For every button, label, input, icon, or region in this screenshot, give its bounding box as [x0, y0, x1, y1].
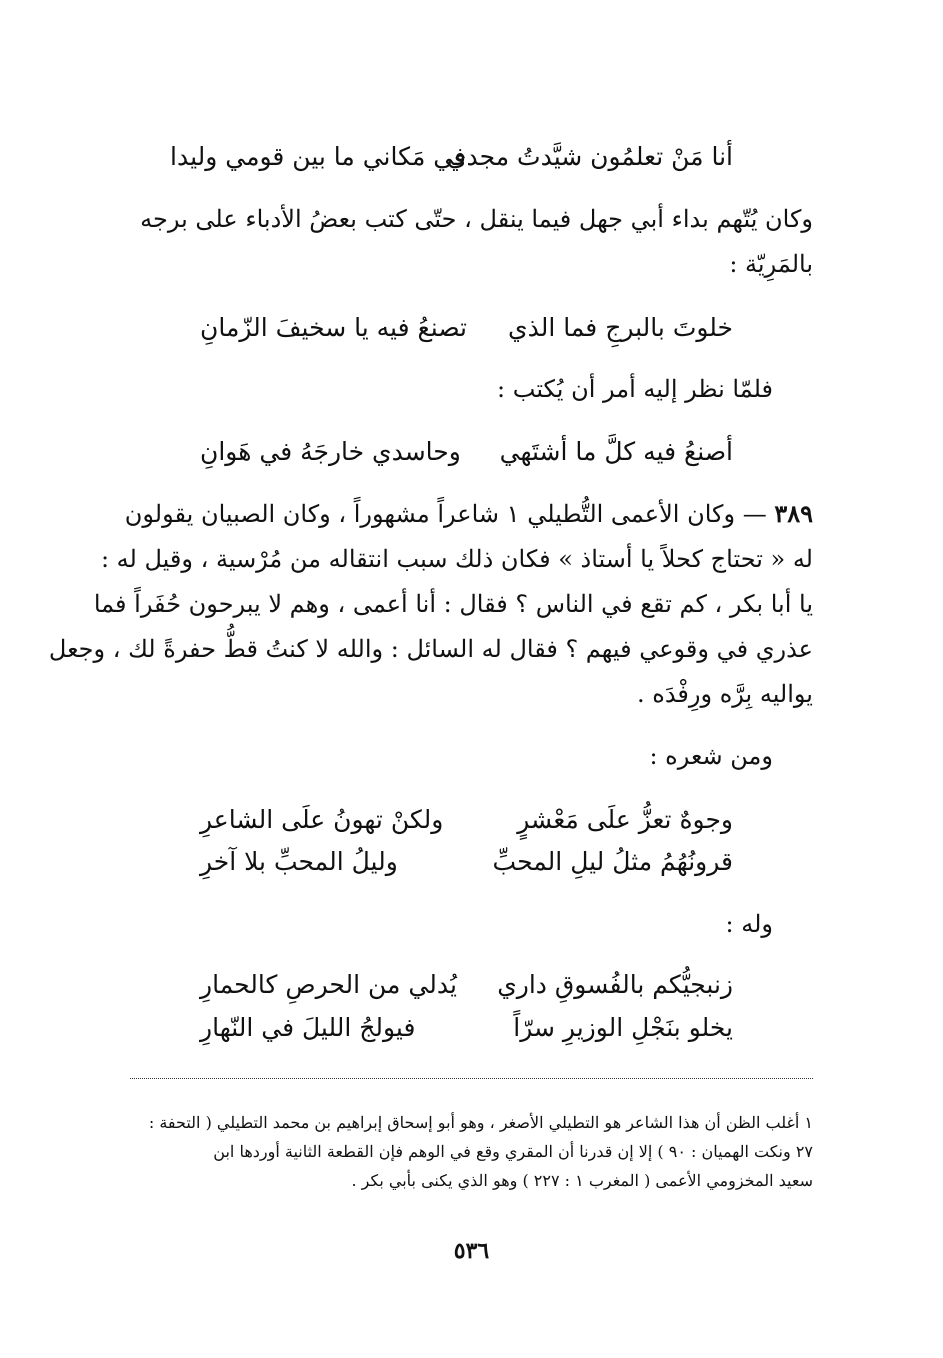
verse-1-hemistich-left: في مَكاني ما بين قومي وليدا	[170, 142, 467, 171]
entry-line-1	[125, 500, 813, 528]
entry-line-2: له « تحتاج كحلاً يا أستاذ » فكان ذلك سبب انتقاله من مُرْسية ، وقيل له :	[100, 545, 813, 573]
verse-3-hemistich-left: وحاسدي خارجَهُ في هَوانِ	[200, 437, 461, 466]
footnote-line-2: ٢٧ ونكت الهميان : ٩٠ ) إلا إن قدرنا أن المقري وقع في الوهم فإن القطعة الثانية أوردها ابن	[213, 1142, 813, 1161]
prose-2: فلمّا نظر إليه أمر أن يُكتب :	[497, 375, 773, 403]
verse-5-line-2-left: فيولجُ الليلَ في النّهارِ	[200, 1013, 416, 1042]
entry-line-4: عذري في وقوعي فيهم ؟ فقال له السائل : والله لا كنتُ قطُّ حفرةً لك ، وجعل	[48, 635, 813, 663]
verse-4-line-2-left: وليلُ المحبِّ بلا آخرِ	[200, 847, 398, 876]
verse-2-hemistich-left: تصنعُ فيه يا سخيفَ الزّمانِ	[200, 313, 467, 342]
footnote-separator	[130, 1078, 813, 1079]
entry-line-1-text: — وكان الأعمى التُّطيلي ١ شاعراً مشهوراً ، وكان الصبيان يقولون	[124, 500, 767, 528]
prose-1-line-2: بالمَرِيّة :	[729, 250, 813, 278]
prose-1-line-1: وكان يُتّهم بداء أبي جهل فيما ينقل ، حتّى كتب بعضُ الأدباء على برجه	[140, 205, 813, 233]
footnote-line-1: ١ أغلب الظن أن هذا الشاعر هو التطيلي الأصغر ، وهو أبو إسحاق إبراهيم بن محمد التطيلي ( التحفة :	[148, 1113, 813, 1132]
verse-4-line-1-right: وجوهٌ تعزُّ علَى مَعْشرٍ	[517, 805, 733, 834]
prose-4: وله :	[725, 910, 773, 938]
prose-3: ومن شعره :	[649, 742, 773, 770]
page-number: ٥٣٦	[453, 1238, 490, 1264]
verse-5-line-2-right: يخلو بنَجْلِ الوزيرِ سرّاً	[513, 1013, 733, 1042]
verse-4-line-1-left: ولكنْ تهونُ علَى الشاعرِ	[200, 805, 444, 834]
footnote-line-3: سعيد المخزومي الأعمى ( المغرب ١ : ٢٢٧ ) وهو الذي يكنى بأبي بكر .	[351, 1171, 813, 1190]
verse-2-hemistich-right: خلوتَ بالبرجِ فما الذي	[508, 313, 733, 342]
verse-5-line-1-right: زنبجيُّكم بالفُسوقِ داري	[497, 970, 733, 999]
entry-line-3: يا أبا بكر ، كم تقع في الناس ؟ فقال : أنا أعمى ، وهم لا يبرحون حُفَراً فما	[93, 590, 813, 618]
verse-1-hemistich-right: أنا مَنْ تعلمُون شيَّدتُ مجدي	[446, 142, 733, 171]
verse-5-line-1-left: يُدلي من الحرصِ كالحمارِ	[200, 970, 457, 999]
verse-3-hemistich-right: أصنعُ فيه كلَّ ما أشتَهي	[499, 437, 733, 466]
entry-number: ٣٨٩	[774, 499, 813, 528]
verse-4-line-2-right: قرونُهُمُ مثلُ ليلِ المحبِّ	[492, 847, 733, 876]
entry-line-5: يواليه بِرَّه ورِفْدَه .	[636, 680, 813, 708]
